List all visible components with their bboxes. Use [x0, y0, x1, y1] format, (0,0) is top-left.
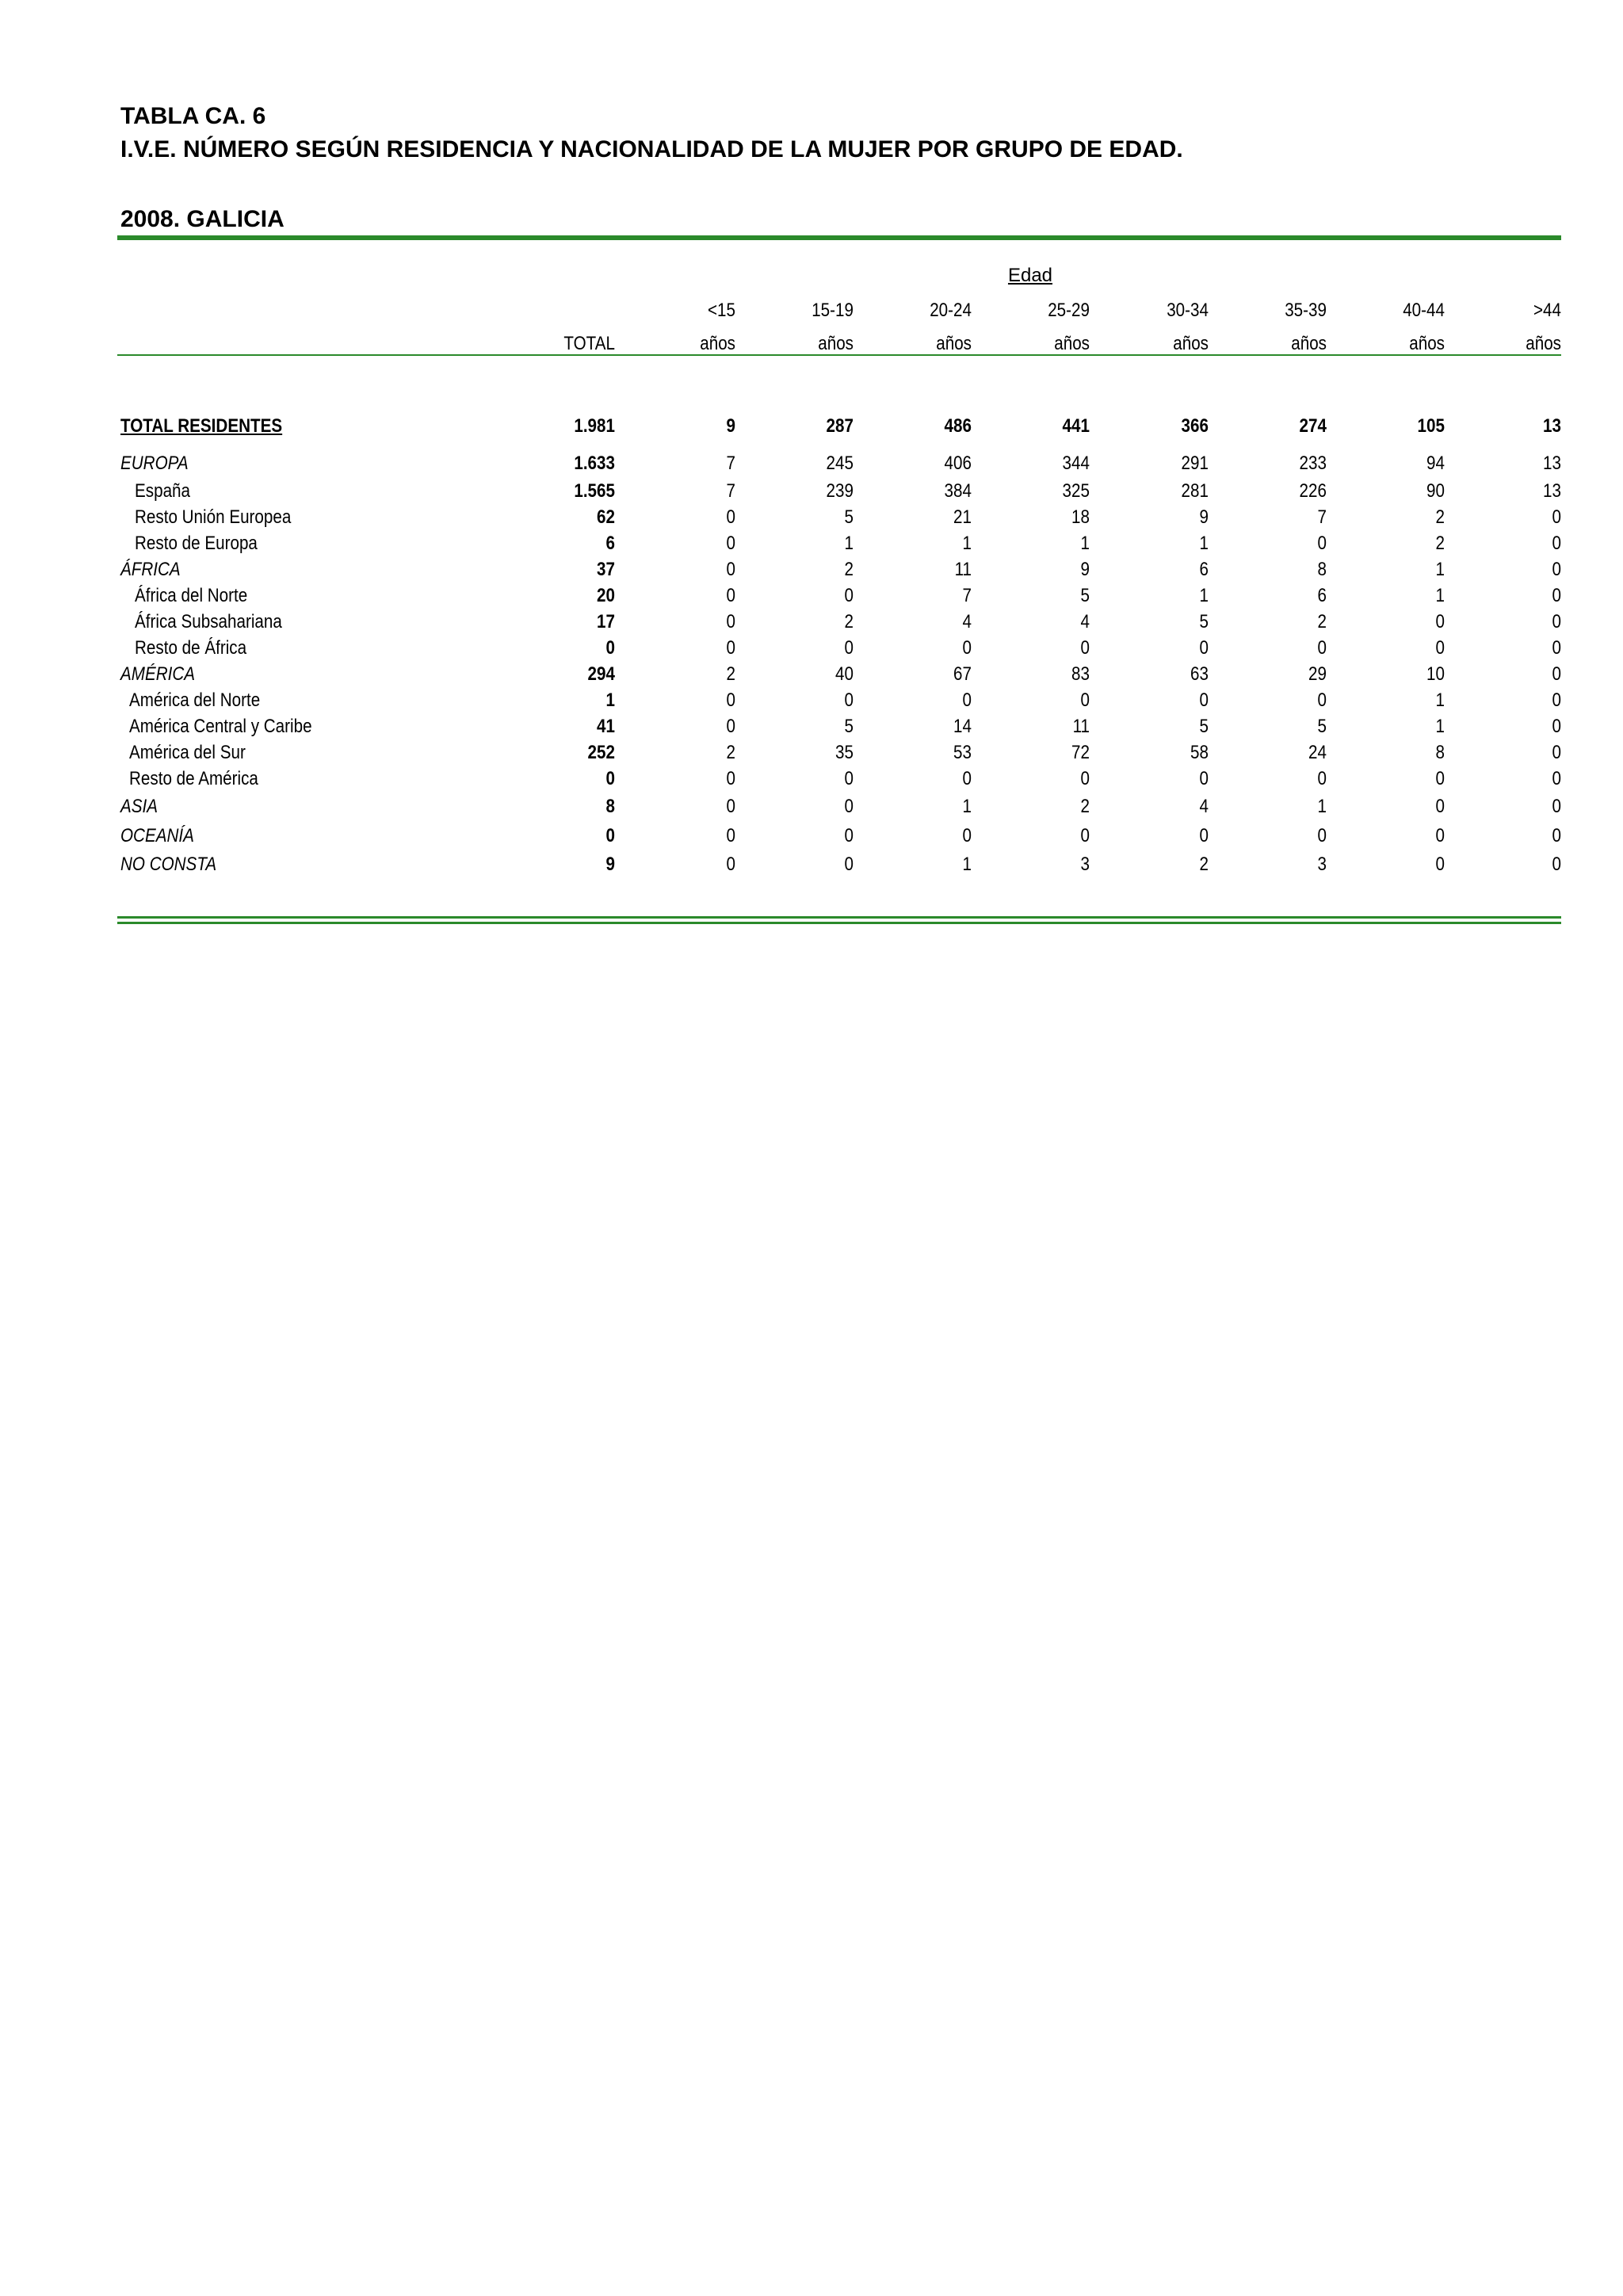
table-cell: 0 [1435, 611, 1445, 632]
table-cell: 1 [1080, 533, 1090, 554]
table-cell: 9 [1199, 506, 1209, 528]
table-description: I.V.E. NÚMERO SEGÚN RESIDENCIA Y NACIONALIDAD DE LA MUJER POR GRUPO DE EDAD. [120, 136, 1183, 162]
table-cell: 0 [726, 506, 735, 528]
table-cell: 5 [1199, 611, 1209, 632]
table-cell: 2 [1317, 611, 1327, 632]
row-label: Resto de Europa [135, 533, 258, 554]
table-cell: 0 [1435, 768, 1445, 789]
table-cell: 90 [1426, 480, 1445, 502]
table-cell: 0 [1080, 768, 1090, 789]
table-cell: 0 [726, 533, 735, 554]
age-column-range: 40-44 [1403, 300, 1445, 321]
row-total: 0 [605, 637, 615, 659]
table-cell: 0 [1199, 825, 1209, 846]
table-cell: 35 [835, 742, 854, 763]
table-cell: 1 [962, 533, 972, 554]
table-cell: 287 [826, 415, 854, 437]
row-total: 0 [605, 768, 615, 789]
table-cell: 0 [1080, 637, 1090, 659]
table-cell: 13 [1543, 415, 1561, 437]
row-label: África Subsahariana [135, 611, 282, 632]
age-column-range: <15 [707, 300, 735, 321]
table-cell: 5 [844, 506, 854, 528]
table-cell: 0 [1552, 663, 1561, 685]
table-cell: 9 [726, 415, 735, 437]
table-cell: 0 [1552, 796, 1561, 817]
table-cell: 2 [844, 611, 854, 632]
row-label: Resto de América [129, 768, 258, 789]
row-label: Resto Unión Europea [135, 506, 292, 528]
table-cell: 1 [1435, 716, 1445, 737]
row-label: AMÉRICA [120, 663, 196, 685]
age-column-unit: años [1291, 333, 1327, 354]
table-cell: 21 [953, 506, 972, 528]
table-cell: 14 [953, 716, 972, 737]
table-cell: 3 [1317, 854, 1327, 875]
table-title: TABLA CA. 6 [120, 103, 266, 129]
table-cell: 5 [1317, 716, 1327, 737]
table-cell: 6 [1199, 559, 1209, 580]
table-cell: 281 [1181, 480, 1209, 502]
table-cell: 0 [844, 585, 854, 606]
table-cell: 11 [954, 559, 972, 580]
table-cell: 4 [1199, 796, 1209, 817]
table-cell: 0 [1552, 585, 1561, 606]
table-cell: 0 [1435, 637, 1445, 659]
table-cell: 0 [1552, 854, 1561, 875]
table-cell: 0 [1199, 637, 1209, 659]
table-cell: 105 [1417, 415, 1445, 437]
column-header-rule [117, 354, 1561, 356]
table-cell: 1 [1435, 585, 1445, 606]
table-cell: 13 [1543, 453, 1561, 474]
age-column-unit: años [1526, 333, 1561, 354]
header-rule [117, 235, 1561, 240]
table-cell: 67 [953, 663, 972, 685]
table-cell: 2 [726, 742, 735, 763]
table-cell: 8 [1435, 742, 1445, 763]
age-column-unit: años [1409, 333, 1445, 354]
year-region: 2008. GALICIA [120, 206, 285, 232]
table-cell: 0 [1552, 533, 1561, 554]
row-total: 1.565 [574, 480, 615, 502]
table-cell: 0 [1317, 690, 1327, 711]
table-cell: 0 [1435, 796, 1445, 817]
table-cell: 7 [1317, 506, 1327, 528]
table-cell: 1 [1435, 559, 1445, 580]
table-cell: 94 [1426, 453, 1445, 474]
row-total: 294 [587, 663, 615, 685]
table-cell: 1 [1199, 585, 1209, 606]
table-cell: 0 [726, 559, 735, 580]
row-total: 1 [605, 690, 615, 711]
row-label: África del Norte [135, 585, 248, 606]
table-cell: 0 [1199, 690, 1209, 711]
table-cell: 0 [844, 637, 854, 659]
table-cell: 486 [944, 415, 972, 437]
table-cell: 0 [726, 690, 735, 711]
table-cell: 0 [1199, 768, 1209, 789]
table-cell: 0 [844, 854, 854, 875]
table-cell: 0 [962, 690, 972, 711]
table-cell: 0 [1552, 716, 1561, 737]
table-cell: 226 [1299, 480, 1327, 502]
table-cell: 0 [726, 854, 735, 875]
table-cell: 0 [1317, 637, 1327, 659]
total-column-header: TOTAL [563, 333, 615, 354]
table-cell: 0 [1317, 768, 1327, 789]
table-cell: 58 [1190, 742, 1209, 763]
table-cell: 1 [962, 796, 972, 817]
table-cell: 10 [1426, 663, 1445, 685]
row-total: 1.981 [574, 415, 615, 437]
row-label: América del Sur [129, 742, 246, 763]
table-cell: 24 [1308, 742, 1327, 763]
table-cell: 0 [962, 768, 972, 789]
table-cell: 0 [1552, 768, 1561, 789]
row-total: 62 [597, 506, 615, 528]
row-label: OCEANÍA [120, 825, 194, 846]
table-cell: 384 [944, 480, 972, 502]
row-label: TOTAL RESIDENTES [120, 415, 283, 437]
age-column-range: 15-19 [812, 300, 854, 321]
table-cell: 366 [1181, 415, 1209, 437]
table-cell: 7 [726, 480, 735, 502]
row-total: 8 [605, 796, 615, 817]
row-total: 252 [587, 742, 615, 763]
table-cell: 53 [953, 742, 972, 763]
table-cell: 0 [1317, 825, 1327, 846]
table-cell: 18 [1071, 506, 1090, 528]
footer-rule-bottom [117, 922, 1561, 924]
table-cell: 7 [726, 453, 735, 474]
table-cell: 0 [726, 637, 735, 659]
table-cell: 0 [726, 585, 735, 606]
row-label: España [135, 480, 191, 502]
table-cell: 0 [1435, 854, 1445, 875]
table-cell: 2 [1435, 533, 1445, 554]
table-cell: 2 [844, 559, 854, 580]
table-cell: 406 [944, 453, 972, 474]
age-column-unit: años [1054, 333, 1090, 354]
table-cell: 441 [1062, 415, 1090, 437]
row-total: 17 [597, 611, 615, 632]
table-cell: 0 [844, 796, 854, 817]
row-total: 6 [605, 533, 615, 554]
table-cell: 325 [1062, 480, 1090, 502]
table-cell: 0 [726, 768, 735, 789]
row-label: NO CONSTA [120, 854, 217, 875]
table-cell: 0 [1552, 825, 1561, 846]
row-total: 0 [605, 825, 615, 846]
table-cell: 40 [835, 663, 854, 685]
table-cell: 72 [1071, 742, 1090, 763]
table-cell: 0 [1552, 506, 1561, 528]
table-cell: 9 [1080, 559, 1090, 580]
age-column-unit: años [700, 333, 735, 354]
age-group-label: Edad [1007, 265, 1053, 286]
table-cell: 3 [1080, 854, 1090, 875]
table-cell: 274 [1299, 415, 1327, 437]
table-cell: 245 [826, 453, 854, 474]
row-total: 41 [597, 716, 615, 737]
table-cell: 0 [844, 768, 854, 789]
row-label: América Central y Caribe [129, 716, 312, 737]
table-cell: 83 [1071, 663, 1090, 685]
table-cell: 239 [826, 480, 854, 502]
table-cell: 0 [1552, 742, 1561, 763]
table-cell: 0 [726, 796, 735, 817]
table-cell: 0 [1552, 611, 1561, 632]
table-cell: 0 [844, 825, 854, 846]
table-cell: 0 [1435, 825, 1445, 846]
footer-rule-top [117, 916, 1561, 919]
table-cell: 6 [1317, 585, 1327, 606]
table-cell: 1 [844, 533, 854, 554]
row-label: Resto de África [135, 637, 247, 659]
table-cell: 1 [1435, 690, 1445, 711]
table-cell: 13 [1543, 480, 1561, 502]
table-cell: 5 [844, 716, 854, 737]
table-cell: 63 [1190, 663, 1209, 685]
age-column-unit: años [1173, 333, 1209, 354]
table-cell: 0 [726, 611, 735, 632]
age-column-range: >44 [1533, 300, 1561, 321]
age-column-range: 35-39 [1285, 300, 1327, 321]
table-cell: 2 [1435, 506, 1445, 528]
table-cell: 344 [1062, 453, 1090, 474]
age-column-range: 20-24 [930, 300, 972, 321]
table-cell: 29 [1308, 663, 1327, 685]
row-total: 9 [605, 854, 615, 875]
table-cell: 0 [1552, 690, 1561, 711]
age-column-range: 30-34 [1167, 300, 1209, 321]
table-cell: 4 [962, 611, 972, 632]
table-cell: 5 [1080, 585, 1090, 606]
table-cell: 291 [1181, 453, 1209, 474]
table-cell: 4 [1080, 611, 1090, 632]
table-cell: 1 [962, 854, 972, 875]
row-total: 1.633 [574, 453, 615, 474]
table-cell: 1 [1199, 533, 1209, 554]
row-label: EUROPA [120, 453, 189, 474]
row-total: 37 [597, 559, 615, 580]
table-cell: 1 [1317, 796, 1327, 817]
table-cell: 2 [1199, 854, 1209, 875]
row-label: ASIA [120, 796, 158, 817]
table-cell: 0 [1552, 559, 1561, 580]
table-cell: 0 [1317, 533, 1327, 554]
table-cell: 0 [844, 690, 854, 711]
table-cell: 0 [726, 716, 735, 737]
row-total: 20 [597, 585, 615, 606]
table-cell: 0 [962, 825, 972, 846]
table-cell: 0 [1552, 637, 1561, 659]
row-label: ÁFRICA [120, 559, 181, 580]
table-cell: 0 [726, 825, 735, 846]
table-cell: 8 [1317, 559, 1327, 580]
age-column-range: 25-29 [1048, 300, 1090, 321]
table-cell: 11 [1072, 716, 1090, 737]
table-cell: 0 [1080, 825, 1090, 846]
table-cell: 2 [726, 663, 735, 685]
table-cell: 7 [962, 585, 972, 606]
table-cell: 5 [1199, 716, 1209, 737]
table-cell: 0 [962, 637, 972, 659]
table-cell: 0 [1080, 690, 1090, 711]
row-label: América del Norte [129, 690, 261, 711]
age-column-unit: años [936, 333, 972, 354]
age-column-unit: años [818, 333, 854, 354]
table-cell: 2 [1080, 796, 1090, 817]
table-cell: 233 [1299, 453, 1327, 474]
